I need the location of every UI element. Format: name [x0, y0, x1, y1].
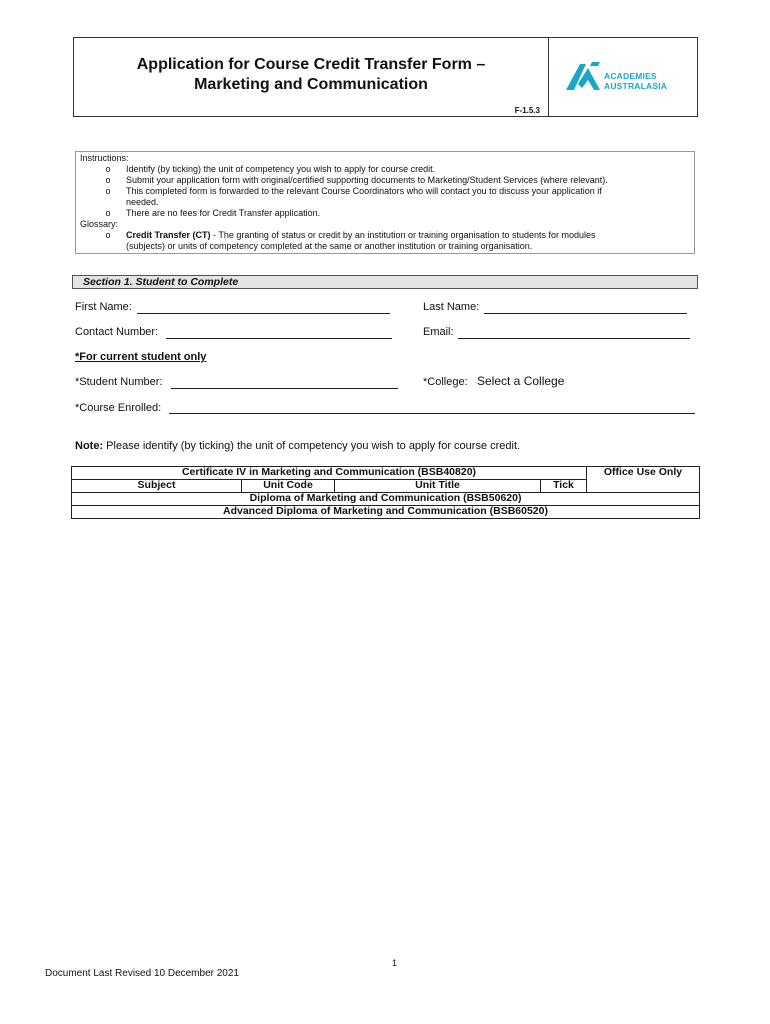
- email-label: Email:: [423, 326, 454, 338]
- course-enrolled-label: *Course Enrolled:: [75, 402, 162, 414]
- instruction-item: This completed form is forwarded to the relevant Course Coordinators who will contact you to discuss your application if: [126, 186, 602, 196]
- instructions-box: [75, 151, 695, 254]
- bullet: o: [105, 230, 111, 240]
- note-text: [75, 440, 520, 452]
- page-number: 1: [392, 958, 398, 968]
- last-name-label: Last Name:: [423, 301, 480, 313]
- instructions-heading: Instructions:: [80, 153, 129, 163]
- note-label: Note:: [75, 440, 104, 452]
- email-field[interactable]: [458, 338, 690, 339]
- first-name-label: First Name:: [75, 301, 132, 313]
- footer-revised: Document Last Revised 10 December 2021: [45, 968, 239, 979]
- qualification-heading: Diploma of Marketing and Communication (BSB50620): [72, 493, 700, 506]
- instruction-item: needed.: [126, 197, 159, 207]
- form-title-line2: Marketing and Communication: [194, 76, 428, 93]
- instruction-item: Submit your application form with original/certified supporting documents to Marketing/Student Services (where relevant).: [126, 175, 608, 185]
- college-select[interactable]: Select a College: [477, 374, 565, 388]
- student-number-label: *Student Number:: [75, 376, 163, 388]
- last-name-field[interactable]: [484, 313, 687, 314]
- col-tick: Tick: [541, 480, 587, 493]
- bullet: o: [105, 186, 111, 196]
- section-1-heading: Section 1. Student to Complete: [72, 275, 698, 289]
- bullet: o: [105, 175, 111, 185]
- contact-number-label: Contact Number:: [75, 326, 159, 338]
- logo-text-australasia: AUSTRALASIA: [604, 81, 668, 91]
- glossary-def: - The granting of status or credit by an institution or training organisation to students for modules: [210, 230, 596, 240]
- current-student-note: *For current student only: [75, 351, 207, 363]
- bullet: o: [105, 164, 111, 174]
- office-use-heading: Office Use Only: [603, 466, 683, 478]
- contact-number-field[interactable]: [166, 338, 392, 339]
- qualification-heading: Advanced Diploma of Marketing and Communication (BSB60520): [72, 506, 700, 519]
- col-unit-title: Unit Title: [335, 480, 541, 493]
- form-code: F-1.5.3: [514, 106, 540, 115]
- col-unit-code: Unit Code: [242, 480, 335, 493]
- instruction-item: Identify (by ticking) the unit of competency you wish to apply for course credit.: [126, 164, 436, 174]
- glossary-def-cont: (subjects) or units of competency completed at the same or another institution or training organisation.: [126, 241, 533, 251]
- office-use-column: [587, 467, 700, 493]
- note-body: Please identify (by ticking) the unit of competency you wish to apply for course credit.: [103, 440, 521, 452]
- header-divider: [548, 38, 549, 116]
- glossary-term: Credit Transfer (CT): [126, 230, 211, 240]
- units-table: [71, 466, 700, 519]
- college-label: *College:: [423, 376, 468, 388]
- instruction-item: There are no fees for Credit Transfer application.: [126, 208, 321, 218]
- qualification-heading: Certificate IV in Marketing and Communication (BSB40820): [72, 467, 587, 480]
- logo-text-academies: ACADEMIES: [604, 71, 657, 81]
- bullet: o: [105, 208, 111, 218]
- student-number-field[interactable]: [171, 388, 398, 389]
- course-enrolled-field[interactable]: [169, 413, 695, 414]
- glossary-heading: Glossary:: [80, 219, 119, 229]
- form-title-line1: Application for Course Credit Transfer Form –: [136, 56, 486, 73]
- first-name-field[interactable]: [137, 313, 390, 314]
- form-header: [73, 37, 698, 117]
- glossary-definition: [126, 230, 596, 241]
- col-subject: Subject: [72, 480, 242, 493]
